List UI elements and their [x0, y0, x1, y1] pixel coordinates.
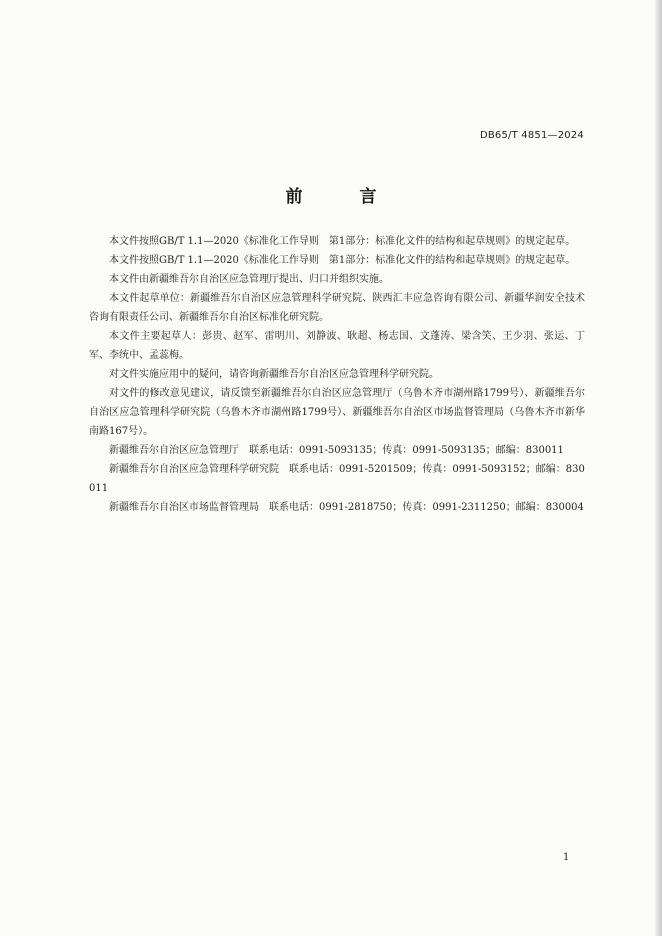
paragraph-drafters: 本文件主要起草人：彭贵、赵军、雷明川、刘静波、耿超、杨志国、文蓬涛、梁含笑、王少羽、张运、丁军、李统中、孟蕊梅。	[89, 331, 585, 361]
paragraph-drafting-rule-2: 本文件按照GB/T 1.1—2020《标准化工作导则 第1部分：标准化文件的结构和起草规则》的规定起草。	[109, 255, 576, 266]
paragraph-drafting-rule-1: 本文件按照GB/T 1.1—2020《标准化工作导则 第1部分：标准化文件的结构和起草规则》的规定起草。	[109, 236, 576, 247]
page-title: 前 言	[285, 187, 397, 207]
page-number: 1	[563, 852, 570, 863]
document-code: DB65/T 4851—2024	[479, 130, 584, 141]
contact-emergency-dept: 新疆维吾尔自治区应急管理厅 联系电话：0991-5093135；传真：0991-5093135；邮编：830011	[109, 445, 564, 456]
contact-market-bureau: 新疆维吾尔自治区市场监督管理局 联系电话：0991-2818750；传真：0991-2311250；邮编：830004	[109, 502, 584, 513]
paragraph-feedback: 对文件的修改意见建议，请反馈至新疆维吾尔自治区应急管理厅（乌鲁木齐市湖州路1799号）、新疆维吾尔自治区应急管理科学研究院（乌鲁木齐市湖州路1799号）、新疆维吾尔自治区市场监督管理局（乌鲁木齐市新华南路167号）。	[89, 388, 585, 437]
scan-edge-shadow	[655, 0, 662, 936]
contact-research-institute: 新疆维吾尔自治区应急管理科学研究院 联系电话：0991-5201509；传真：0991-5093152；邮编：830011	[89, 464, 585, 494]
paragraph-drafting-units: 本文件起草单位：新疆维吾尔自治区应急管理科学研究院、陕西汇丰应急咨询有限公司、新疆华润安全技术咨询有限责任公司、新疆维吾尔自治区标准化研究院。	[89, 293, 585, 323]
paragraph-inquiries: 对文件实施应用中的疑问，请咨询新疆维吾尔自治区应急管理科学研究院。	[109, 369, 439, 380]
foreword-body	[89, 232, 585, 517]
paragraph-proposer: 本文件由新疆维吾尔自治区应急管理厅提出、归口并组织实施。	[109, 274, 389, 285]
